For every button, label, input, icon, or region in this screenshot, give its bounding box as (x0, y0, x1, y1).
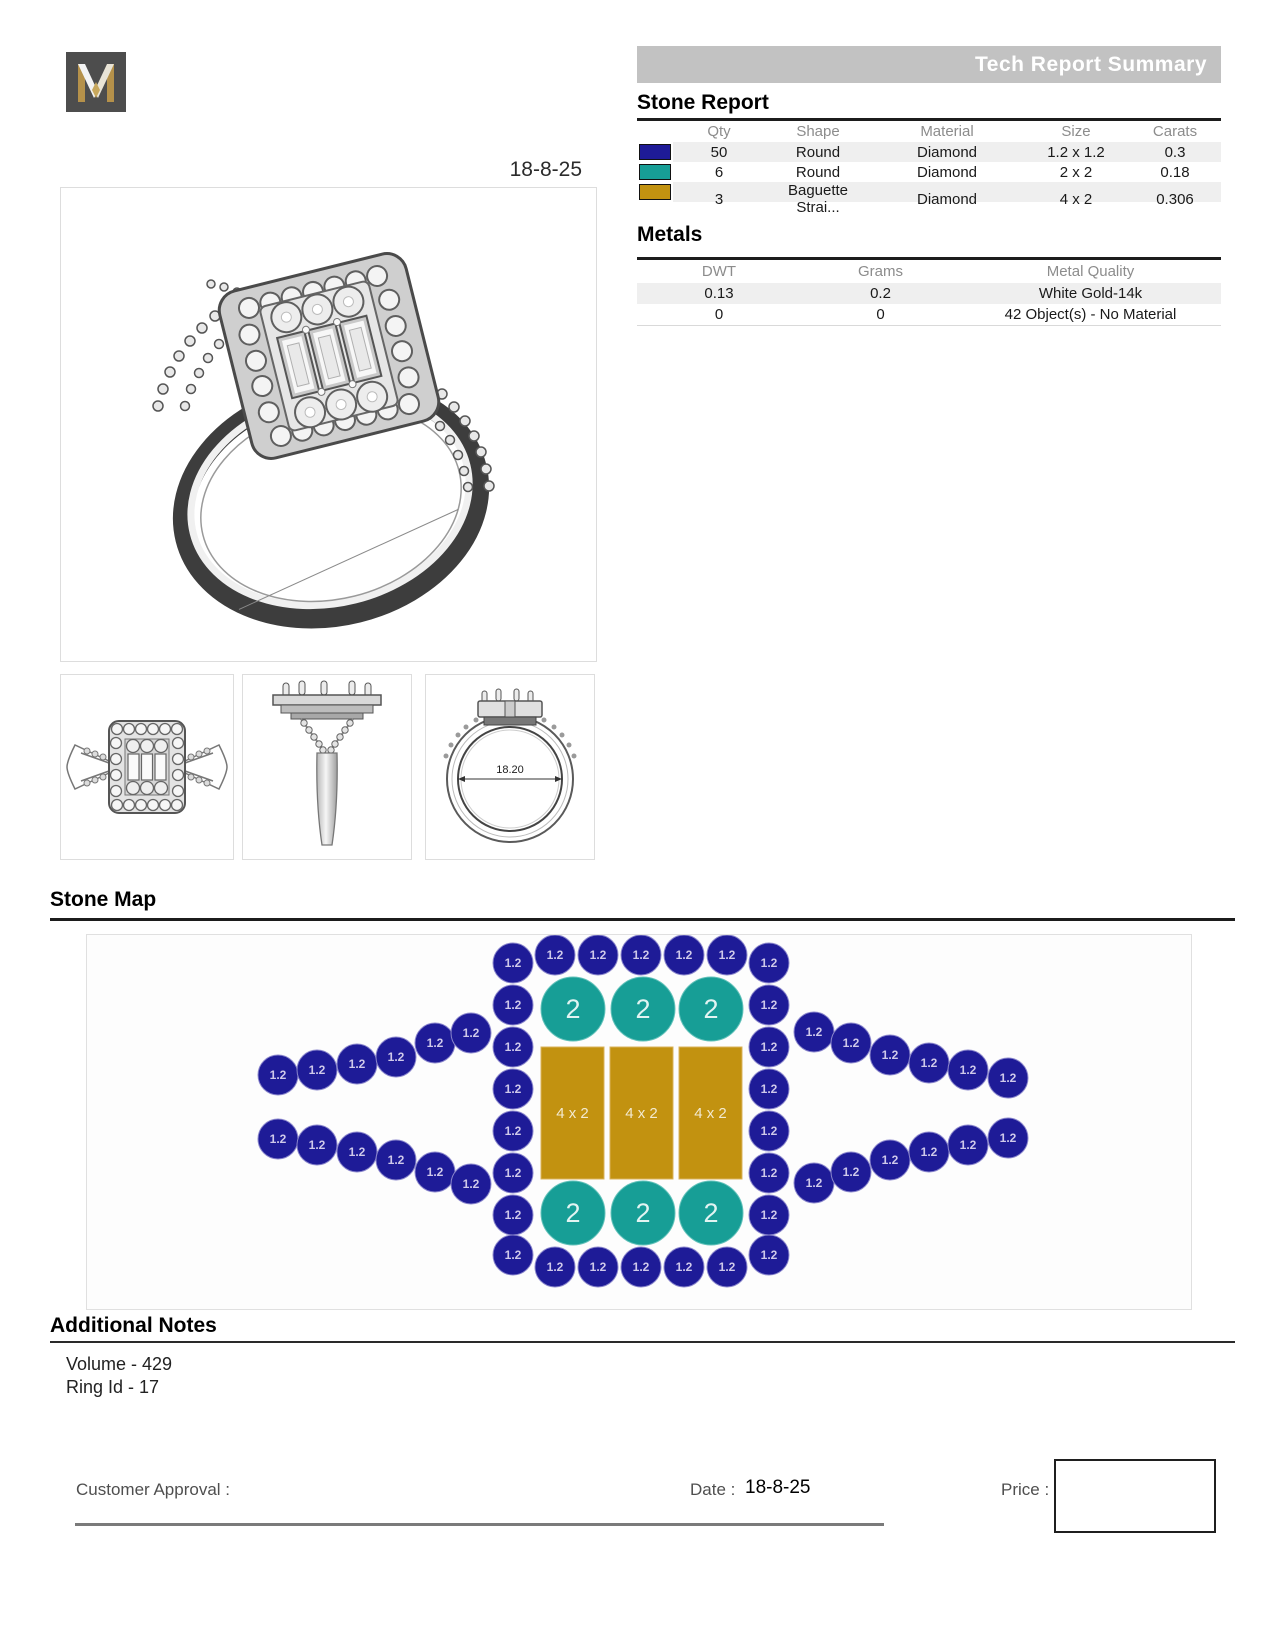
stone-round-1-2mm (297, 1125, 337, 1165)
stone-round-1-2mm (749, 1153, 789, 1193)
stone-round-2mm (679, 977, 743, 1041)
stone-round-1-2mm (337, 1044, 377, 1084)
ring-diameter-dimension: 18.20 (496, 764, 524, 776)
cell-material: Diamond (916, 163, 978, 181)
cell-carats: 0.3 (1164, 143, 1186, 161)
svg-text:1.2: 1.2 (718, 1260, 736, 1274)
svg-text:1.2: 1.2 (760, 1166, 778, 1180)
stone-round-1-2mm (664, 935, 704, 975)
note-ring-id: Ring Id - 17 (66, 1377, 160, 1397)
svg-text:1.2: 1.2 (959, 1063, 977, 1077)
report-title: Tech Report Summary (975, 53, 1207, 76)
stone-row-2 (637, 162, 1221, 182)
svg-text:4 x 2: 4 x 2 (556, 1105, 589, 1122)
stone-round-1-2mm (988, 1058, 1028, 1098)
ring-render-main (60, 187, 597, 662)
svg-text:2: 2 (703, 1198, 719, 1228)
stone-round-1-2mm (749, 985, 789, 1025)
stone-round-1-2mm (493, 1069, 533, 1109)
svg-text:1.2: 1.2 (842, 1036, 860, 1050)
stone-round-1-2mm (707, 935, 747, 975)
stone-round-1-2mm (535, 935, 575, 975)
stone-round-1-2mm (988, 1118, 1028, 1158)
svg-text:1.2: 1.2 (504, 1124, 522, 1138)
svg-text:1.2: 1.2 (842, 1165, 860, 1179)
metals-heading: Metals (637, 223, 703, 246)
col-metal-quality: Metal Quality (1046, 263, 1135, 280)
svg-text:1.2: 1.2 (920, 1056, 938, 1070)
col-material: Material (920, 123, 974, 140)
price-label: Price : (1001, 1480, 1050, 1499)
svg-text:1.2: 1.2 (504, 1040, 522, 1054)
ring-front-view-image (426, 675, 594, 859)
stone-round-1-2mm (794, 1012, 834, 1052)
ring-thumb-side-view (242, 674, 412, 860)
stone-round-1-2mm (493, 985, 533, 1025)
stone-round-2mm (679, 1181, 743, 1245)
svg-text:1.2: 1.2 (504, 1208, 522, 1222)
svg-text:1.2: 1.2 (387, 1153, 405, 1167)
svg-text:1.2: 1.2 (387, 1050, 405, 1064)
svg-text:1.2: 1.2 (675, 948, 693, 962)
stone-map-image (87, 935, 1191, 1309)
stone-baguette (610, 1047, 673, 1179)
stone-row-1 (637, 142, 1221, 162)
cell-quality: 42 Object(s) - No Material (1004, 306, 1177, 323)
stone-map-diagram (86, 934, 1192, 1310)
stone-round-1-2mm (337, 1132, 377, 1172)
stone-round-1-2mm (749, 1111, 789, 1151)
svg-text:1.2: 1.2 (805, 1176, 823, 1190)
svg-text:2: 2 (565, 994, 581, 1024)
cell-grams: 0 (876, 306, 885, 323)
svg-text:2: 2 (703, 994, 719, 1024)
note-volume: Volume - 429 (66, 1354, 173, 1374)
report-date: 18-8-25 (509, 158, 582, 181)
svg-text:1.2: 1.2 (999, 1131, 1017, 1145)
stone-swatch-gold (639, 184, 671, 200)
cell-shape: Round (795, 143, 841, 161)
stone-round-1-2mm (493, 1111, 533, 1151)
svg-text:1.2: 1.2 (504, 1248, 522, 1262)
svg-text:1.2: 1.2 (589, 1260, 607, 1274)
svg-text:1.2: 1.2 (760, 1124, 778, 1138)
cell-size: 2 x 2 (1059, 163, 1093, 181)
svg-text:1.2: 1.2 (760, 1208, 778, 1222)
stone-round-1-2mm (493, 1195, 533, 1235)
svg-text:2: 2 (635, 994, 651, 1024)
cell-carats: 0.306 (1156, 190, 1194, 208)
metals-rule (637, 257, 1221, 260)
report-title-bar (637, 46, 1221, 83)
svg-text:1.2: 1.2 (675, 1260, 693, 1274)
stone-round-1-2mm (578, 935, 618, 975)
stone-round-1-2mm (493, 1235, 533, 1275)
stone-round-1-2mm (909, 1043, 949, 1083)
stone-round-1-2mm (258, 1119, 298, 1159)
svg-text:1.2: 1.2 (999, 1071, 1017, 1085)
svg-text:1.2: 1.2 (348, 1057, 366, 1071)
stone-round-1-2mm (831, 1152, 871, 1192)
stone-baguette (541, 1047, 604, 1179)
svg-text:1.2: 1.2 (462, 1177, 480, 1191)
metals-row-2 (637, 304, 1221, 326)
stone-round-1-2mm (297, 1050, 337, 1090)
stone-round-1-2mm (870, 1140, 910, 1180)
stone-round-1-2mm (749, 943, 789, 983)
stone-baguette (679, 1047, 742, 1179)
stone-round-1-2mm (749, 1235, 789, 1275)
stone-row-3 (637, 182, 1221, 216)
svg-text:1.2: 1.2 (504, 998, 522, 1012)
col-grams: Grams (858, 263, 903, 280)
stone-round-1-2mm (621, 1247, 661, 1287)
svg-text:1.2: 1.2 (632, 948, 650, 962)
stone-round-1-2mm (493, 1027, 533, 1067)
svg-text:1.2: 1.2 (760, 956, 778, 970)
cell-size: 4 x 2 (1059, 190, 1093, 208)
cell-qty: 3 (714, 190, 724, 208)
metals-row-1 (637, 283, 1221, 304)
ring-thumb-top-view (60, 674, 234, 860)
ring-top-view-image (61, 675, 233, 859)
stone-round-1-2mm (664, 1247, 704, 1287)
cell-dwt: 0 (714, 306, 724, 323)
svg-text:1.2: 1.2 (462, 1026, 480, 1040)
cell-quality: White Gold-14k (1038, 285, 1143, 302)
stone-round-1-2mm (794, 1163, 834, 1203)
signature-line (75, 1523, 884, 1526)
cell-material: Diamond (916, 190, 978, 208)
cell-dwt: 0.13 (704, 285, 734, 302)
svg-text:1.2: 1.2 (504, 1166, 522, 1180)
svg-text:1.2: 1.2 (718, 948, 736, 962)
svg-text:1.2: 1.2 (589, 948, 607, 962)
stone-round-1-2mm (376, 1037, 416, 1077)
cell-qty: 50 (710, 143, 728, 161)
col-size: Size (1061, 123, 1091, 140)
additional-notes-rule (50, 1341, 1235, 1343)
stone-round-1-2mm (451, 1164, 491, 1204)
ring-thumb-front-view (425, 674, 595, 860)
col-carats: Carats (1152, 123, 1198, 140)
stone-round-1-2mm (831, 1023, 871, 1063)
stone-round-2mm (611, 977, 675, 1041)
stone-round-1-2mm (707, 1247, 747, 1287)
stone-round-2mm (541, 977, 605, 1041)
svg-text:1.2: 1.2 (308, 1138, 326, 1152)
svg-text:1.2: 1.2 (760, 998, 778, 1012)
stone-round-1-2mm (258, 1055, 298, 1095)
cell-qty: 6 (714, 163, 724, 181)
cell-grams: 0.2 (870, 285, 891, 302)
svg-text:4 x 2: 4 x 2 (694, 1105, 727, 1122)
svg-text:2: 2 (565, 1198, 581, 1228)
svg-text:1.2: 1.2 (269, 1132, 287, 1146)
svg-text:1.2: 1.2 (959, 1138, 977, 1152)
ring-perspective-image (61, 188, 596, 661)
svg-text:1.2: 1.2 (348, 1145, 366, 1159)
svg-text:1.2: 1.2 (920, 1145, 938, 1159)
stone-round-1-2mm (909, 1132, 949, 1172)
svg-text:1.2: 1.2 (426, 1165, 444, 1179)
svg-text:1.2: 1.2 (760, 1082, 778, 1096)
svg-text:1.2: 1.2 (426, 1036, 444, 1050)
stone-report-header-row (637, 121, 1221, 142)
stone-round-1-2mm (749, 1027, 789, 1067)
stone-round-1-2mm (376, 1140, 416, 1180)
cell-shape: Round (795, 163, 841, 181)
svg-text:1.2: 1.2 (760, 1040, 778, 1054)
stone-round-1-2mm (749, 1195, 789, 1235)
svg-text:1.2: 1.2 (881, 1048, 899, 1062)
stone-round-1-2mm (493, 1153, 533, 1193)
svg-text:1.2: 1.2 (805, 1025, 823, 1039)
additional-notes-heading: Additional Notes (50, 1314, 217, 1337)
svg-text:1.2: 1.2 (881, 1153, 899, 1167)
customer-approval-label: Customer Approval : (76, 1480, 231, 1499)
cell-carats: 0.18 (1160, 163, 1190, 181)
svg-text:1.2: 1.2 (308, 1063, 326, 1077)
stone-round-1-2mm (870, 1035, 910, 1075)
stone-round-1-2mm (415, 1152, 455, 1192)
metals-header-row (637, 261, 1221, 282)
stone-round-1-2mm (493, 943, 533, 983)
svg-text:1.2: 1.2 (269, 1068, 287, 1082)
svg-text:1.2: 1.2 (504, 956, 522, 970)
svg-text:1.2: 1.2 (504, 1082, 522, 1096)
stone-round-2mm (541, 1181, 605, 1245)
cell-shape: Baguette Strai... (787, 182, 849, 216)
stone-round-1-2mm (621, 935, 661, 975)
stone-round-1-2mm (451, 1013, 491, 1053)
svg-text:1.2: 1.2 (546, 1260, 564, 1274)
stone-report-heading: Stone Report (637, 91, 769, 114)
price-box (1054, 1459, 1216, 1533)
stone-round-1-2mm (535, 1247, 575, 1287)
svg-text:1.2: 1.2 (546, 948, 564, 962)
svg-text:2: 2 (635, 1198, 651, 1228)
brand-logo (66, 52, 126, 112)
col-qty: Qty (707, 123, 731, 140)
stone-swatch-navy (639, 144, 671, 160)
col-shape: Shape (796, 123, 840, 140)
stone-round-1-2mm (749, 1069, 789, 1109)
date-value: 18-8-25 (745, 1477, 811, 1498)
svg-text:1.2: 1.2 (760, 1248, 778, 1262)
svg-text:1.2: 1.2 (632, 1260, 650, 1274)
m-logo-icon (66, 52, 126, 112)
col-dwt: DWT (701, 263, 737, 280)
stone-map-heading: Stone Map (50, 888, 157, 911)
svg-text:4 x 2: 4 x 2 (625, 1105, 658, 1122)
stone-round-2mm (611, 1181, 675, 1245)
ring-side-view-image (243, 675, 411, 859)
stone-round-1-2mm (948, 1125, 988, 1165)
cell-material: Diamond (916, 143, 978, 161)
stone-round-1-2mm (415, 1023, 455, 1063)
stone-round-1-2mm (578, 1247, 618, 1287)
stone-map-rule (50, 918, 1235, 921)
stone-swatch-teal (639, 164, 671, 180)
stone-round-1-2mm (948, 1050, 988, 1090)
cell-size: 1.2 x 1.2 (1047, 143, 1105, 161)
date-label: Date : (690, 1480, 736, 1499)
